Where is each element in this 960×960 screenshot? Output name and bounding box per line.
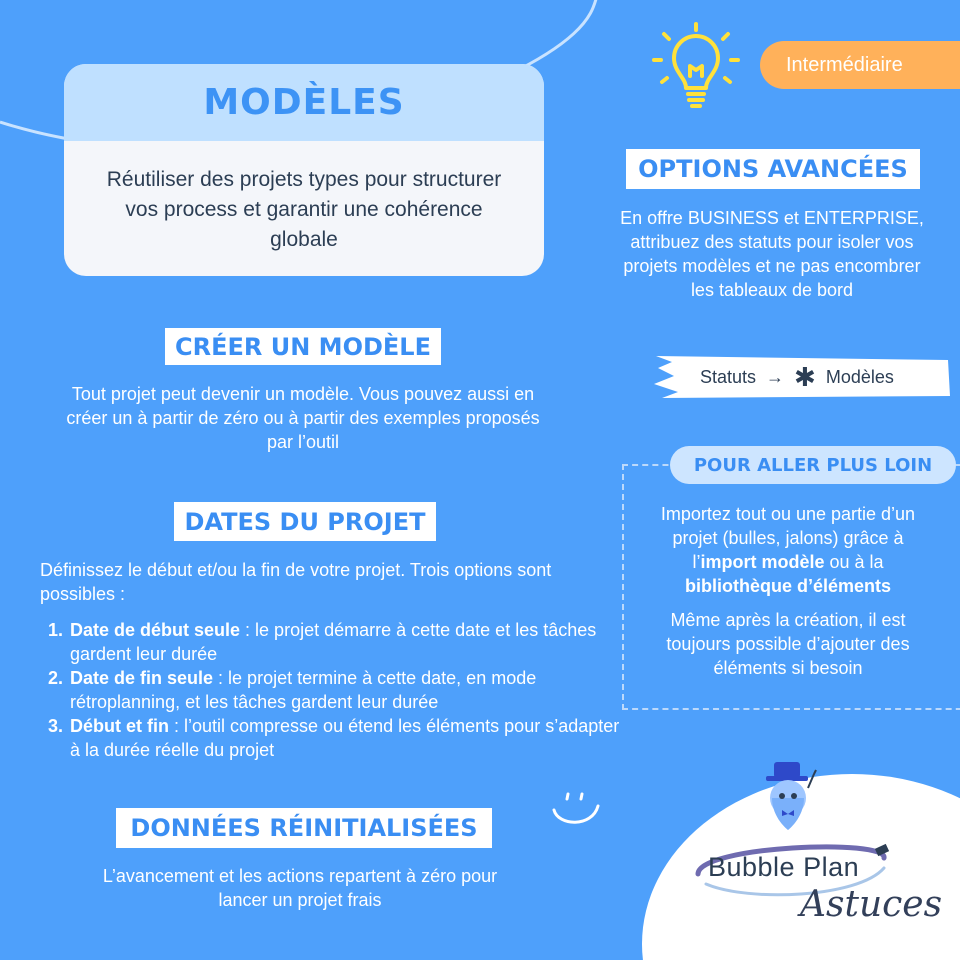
star-icon: ✱	[794, 362, 816, 392]
logo-name: Bubble Plan	[708, 852, 860, 882]
further-text-part: Importez tout ou une partie d’un projet (bulles, jalons) grâce à l’	[660, 504, 916, 572]
date-options-list	[30, 618, 628, 762]
reset-data-heading: DONNÉES RÉINITIALISÉES	[116, 808, 492, 848]
further-text-part: ou à la	[824, 552, 884, 572]
date-option-end-only	[68, 666, 628, 714]
advanced-options-heading: OPTIONS AVANCÉES	[626, 149, 920, 189]
date-option-title: Date de début seule	[70, 620, 241, 640]
date-option-title: Date de fin seule	[70, 668, 214, 688]
create-template-text: Tout projet peut devenir un modèle. Vous pouvez aussi en créer un à partir de zéro ou à partir des exemples proposés par l’outil	[66, 384, 540, 452]
element-library-emphasis: bibliothèque d’éléments	[684, 576, 892, 596]
date-option-start-end	[68, 714, 628, 762]
create-template-heading: CRÉER UN MODÈLE	[165, 328, 441, 365]
reset-data-text: L’avancement et les actions repartent à zéro pour lancer un projet frais	[102, 866, 498, 910]
advanced-options-text: En offre BUSINESS et ENTERPRISE, attribuez des statuts pour isoler vos projets modèles et ne pas encombrer les tableaux de bord	[620, 208, 924, 300]
further-heading: POUR ALLER PLUS LOIN	[670, 446, 956, 484]
title-card-header	[64, 64, 544, 141]
arrow-right-icon: →	[766, 366, 785, 387]
smiley-icon	[548, 786, 604, 834]
status-path-from: Statuts	[700, 366, 757, 387]
status-path	[700, 364, 940, 390]
difficulty-badge: Intermédiaire	[760, 41, 960, 89]
page-title: MODÈLES	[203, 82, 405, 123]
project-dates-heading: DATES DU PROJET	[174, 502, 436, 541]
title-card-subtitle: Réutiliser des projets types pour structurer vos process et garantir une cohérence globale	[106, 168, 502, 251]
date-option-text: : le projet termine à cette date, en mode rétroplanning, et les tâches gardent leur durée	[70, 668, 537, 712]
date-option-title: Début et fin	[70, 716, 169, 736]
further-text-2: Même après la création, il est toujours possible d’ajouter des éléments si besoin	[666, 610, 910, 678]
title-card	[64, 64, 544, 276]
import-model-emphasis: import modèle	[700, 552, 825, 572]
date-option-text: : le projet démarre à cette date et les tâches gardent leur durée	[70, 620, 597, 664]
project-dates-intro: Définissez le début et/ou la fin de votre projet. Trois options sont possibles :	[40, 560, 552, 604]
logo-script: Astuces	[800, 884, 943, 925]
lightbulb-icon	[648, 18, 744, 114]
status-path-to: Modèles	[825, 366, 894, 387]
date-option-text: : l’outil compresse ou étend les éléments pour s’adapter à la durée réelle du projet	[70, 716, 620, 760]
further-text-1	[640, 502, 936, 598]
date-option-start-only	[68, 618, 628, 666]
